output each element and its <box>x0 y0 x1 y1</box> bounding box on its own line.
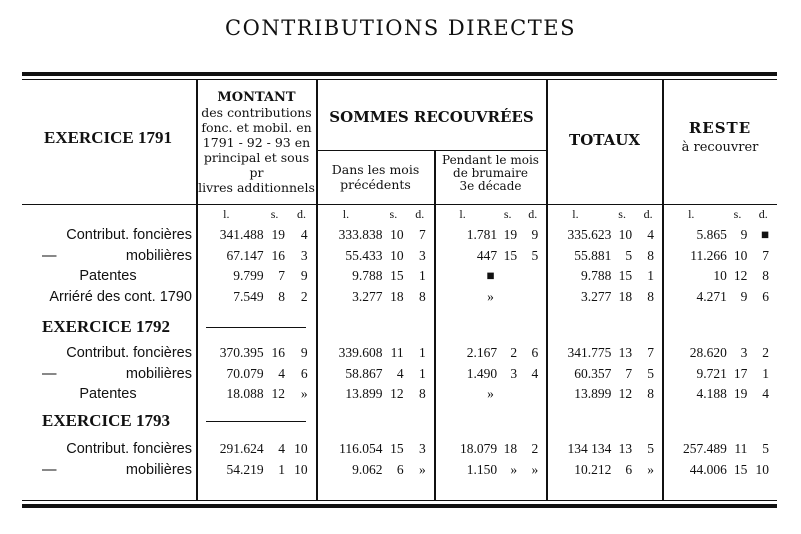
cell-livres: 5.865 <box>696 227 727 242</box>
cell-livres: 54.219 <box>226 461 264 477</box>
header-reste-sub: à recouvrer <box>681 140 759 155</box>
top-rule <box>22 72 777 76</box>
cell-value: ■ <box>486 268 495 283</box>
cell-sous: 6 <box>625 461 633 477</box>
cell-deniers: 2 <box>300 288 308 304</box>
cell-livres: 341.775 <box>567 345 612 360</box>
unit-label: l. <box>572 207 579 221</box>
row-label: Patentes <box>79 268 137 284</box>
row-label <box>42 365 192 383</box>
cell-deniers: 10 <box>755 461 770 477</box>
section-rule <box>206 421 306 422</box>
cell-deniers: 4 <box>300 227 308 242</box>
cell-livres: 2.167 <box>466 345 498 360</box>
cell-deniers: 7 <box>762 247 770 263</box>
row-label: Contribut. foncières <box>66 345 192 361</box>
header-montant-line: livres additionnels <box>198 180 315 195</box>
cell-sous: 19 <box>503 227 518 242</box>
cell-sous: 5 <box>625 247 633 263</box>
cell-sous: 12 <box>733 268 748 283</box>
cell-deniers: 3 <box>300 247 308 263</box>
cell-deniers: » <box>419 461 426 477</box>
cell-deniers: 7 <box>647 345 654 360</box>
header-mois-line: Dans les mois <box>331 162 420 177</box>
cell-livres: 291.624 <box>219 441 264 456</box>
row-label: Patentes <box>79 386 137 402</box>
cell-deniers: 4 <box>647 227 654 242</box>
cell-livres: 60.357 <box>574 365 612 381</box>
cell-sous: 15 <box>733 461 748 477</box>
header-montant-line: fonc. et mobil. en <box>201 120 312 135</box>
cell-livres: 1.490 <box>466 365 498 381</box>
header-exercice: EXERCICE 1791 <box>44 128 172 147</box>
header-montant-line: principal et sous pr <box>203 150 310 180</box>
cell-sous: 3 <box>510 365 518 381</box>
cell-livres: 10 <box>713 268 727 283</box>
cell-deniers: » <box>647 461 654 477</box>
cell-sous: 16 <box>271 247 286 263</box>
unit-label: l. <box>342 207 350 221</box>
cell-livres: 341.488 <box>219 227 264 242</box>
cell-livres: 9.062 <box>352 461 383 477</box>
cell-sous: 10 <box>390 227 404 242</box>
cell-livres: 18.079 <box>460 441 498 456</box>
cell-livres: 9.788 <box>581 268 612 283</box>
cell-livres: 55.881 <box>574 247 612 263</box>
cell-deniers: » <box>300 386 308 401</box>
cell-sous: 19 <box>733 386 748 401</box>
cell-livres: 55.433 <box>345 247 383 263</box>
header-reste-title: RESTE <box>688 119 752 137</box>
cell-livres: 13.899 <box>574 386 612 401</box>
header-montant-line: 1791 - 92 - 93 en <box>202 135 311 150</box>
header-brumaire-line: 3e décade <box>459 179 522 193</box>
bottom-rule-thin <box>22 500 777 501</box>
cell-deniers: 5 <box>647 365 654 381</box>
cell-livres: 11.266 <box>690 247 727 263</box>
cell-livres: 44.006 <box>689 461 727 477</box>
cell-value: » <box>487 386 494 401</box>
cell-livres: 28.620 <box>689 345 727 360</box>
cell-deniers: 8 <box>762 268 770 283</box>
cell-deniers: 7 <box>419 227 426 242</box>
section-label: EXERCICE 1792 <box>42 317 170 336</box>
cell-deniers: 1 <box>762 365 770 381</box>
cell-sous: 13 <box>618 441 633 456</box>
cell-deniers: 8 <box>419 386 426 401</box>
unit-label: l. <box>688 207 695 221</box>
header-brumaire <box>435 154 546 193</box>
section-rule <box>206 327 306 328</box>
cell-livres: 333.838 <box>338 227 383 242</box>
cell-sous: 6 <box>396 461 404 477</box>
cell-livres: 9.721 <box>696 365 727 381</box>
cell-livres: 134 134 <box>567 441 612 456</box>
cell-livres: 7.549 <box>233 288 264 304</box>
cell-sous: 4 <box>278 441 286 456</box>
cell-sous: 1 <box>278 461 286 477</box>
cell-sous: 18 <box>618 288 633 304</box>
cell-sous: 17 <box>733 365 748 381</box>
header-brumaire-line: Pendant le mois <box>442 153 539 167</box>
cell-deniers: 5 <box>531 247 539 263</box>
header-montant-line: des contributions <box>201 105 312 120</box>
cell-deniers: 9 <box>300 268 308 283</box>
row-label <box>42 247 192 265</box>
cell-deniers: 8 <box>647 288 654 304</box>
cell-deniers: 10 <box>294 441 308 456</box>
cell-deniers: 2 <box>531 441 539 456</box>
page-title: CONTRIBUTIONS DIRECTES <box>225 16 576 40</box>
cell-deniers: 6 <box>531 345 539 360</box>
row-label <box>42 461 192 479</box>
unit-label: l. <box>459 207 466 221</box>
cell-sous: 18 <box>390 288 404 304</box>
cell-deniers: 8 <box>647 247 654 263</box>
cell-sous: 7 <box>278 268 286 283</box>
cell-deniers: 1 <box>419 345 426 360</box>
sommes-sub-rule <box>317 150 546 151</box>
cell-sous: 13 <box>618 345 633 360</box>
cell-deniers: 1 <box>419 268 426 283</box>
row-dash: — <box>42 247 57 264</box>
cell-livres: 10.212 <box>574 461 612 477</box>
row-label-text: mobilières <box>125 247 192 264</box>
cell-deniers: ■ <box>760 227 770 242</box>
cell-sous: 11 <box>734 441 748 456</box>
cell-sous: 18 <box>503 441 518 456</box>
cell-deniers: 1 <box>419 365 426 381</box>
cell-sous: 7 <box>625 365 633 381</box>
cell-livres: 9.799 <box>233 268 264 283</box>
cell-livres: 18.088 <box>226 386 264 401</box>
cell-deniers: 3 <box>419 247 426 263</box>
row-label: Contribut. foncières <box>66 227 192 243</box>
bottom-rule <box>22 504 777 508</box>
cell-deniers: 5 <box>762 441 770 456</box>
cell-sous: 16 <box>271 345 286 360</box>
cell-livres: 4.188 <box>696 386 727 401</box>
row-dash: — <box>42 461 57 478</box>
cell-deniers: 8 <box>647 386 654 401</box>
cell-livres: 339.608 <box>338 345 383 360</box>
cell-livres: 13.899 <box>345 386 383 401</box>
cell-livres: 3.277 <box>352 288 383 304</box>
cell-deniers: 2 <box>762 345 770 360</box>
cell-sous: 15 <box>618 268 633 283</box>
cell-deniers: » <box>531 461 539 477</box>
cell-livres: 70.079 <box>226 365 264 381</box>
cell-deniers: 4 <box>762 386 770 401</box>
cell-sous: 2 <box>510 345 518 360</box>
section-label: EXERCICE 1793 <box>42 411 170 430</box>
unit-label: s. <box>618 207 626 221</box>
unit-label: d. <box>758 207 768 221</box>
cell-sous: 4 <box>396 365 404 381</box>
header-brumaire-line: de brumaire <box>453 166 528 180</box>
cell-sous: 10 <box>733 247 748 263</box>
cell-value: » <box>487 288 494 304</box>
unit-label: s. <box>389 207 398 221</box>
cell-livres: 1.781 <box>466 227 498 242</box>
cell-deniers: 6 <box>762 288 770 304</box>
cell-sous: 15 <box>390 268 404 283</box>
unit-label: d. <box>296 207 306 221</box>
cell-livres: 447 <box>476 247 498 263</box>
cell-sous: 3 <box>740 345 748 360</box>
cell-deniers: 10 <box>294 461 308 477</box>
cell-sous: 12 <box>390 386 404 401</box>
cell-livres: 4.271 <box>696 288 727 304</box>
row-dash: — <box>42 365 57 382</box>
row-label-text: mobilières <box>125 461 192 478</box>
header-reste <box>663 118 777 158</box>
unit-label: d. <box>643 207 653 221</box>
cell-livres: 58.867 <box>345 365 383 381</box>
row-label: Arriéré des cont. 1790 <box>49 288 192 305</box>
cell-deniers: 1 <box>647 268 654 283</box>
cell-livres: 335.623 <box>567 227 612 242</box>
unit-label: s. <box>270 207 279 221</box>
cell-sous: 15 <box>503 247 518 263</box>
cell-sous: 10 <box>390 247 404 263</box>
cell-livres: 116.054 <box>339 441 383 456</box>
cell-sous: 9 <box>740 227 748 242</box>
cell-sous: » <box>510 461 518 477</box>
unit-label: l. <box>223 207 230 221</box>
header-sommes: SOMMES RECOUVRÉES <box>329 108 534 126</box>
cell-deniers: 8 <box>419 288 426 304</box>
cell-livres: 257.489 <box>682 441 727 456</box>
cell-sous: 9 <box>740 288 748 304</box>
header-montant-title: MONTANT <box>217 90 296 105</box>
header-mois-precedents <box>317 162 434 192</box>
cell-deniers: 3 <box>419 441 426 456</box>
row-label-text: mobilières <box>125 365 192 382</box>
unit-label: d. <box>528 207 538 221</box>
header-mois-line: précédents <box>340 177 411 192</box>
cell-deniers: 9 <box>300 345 308 360</box>
cell-livres: 370.395 <box>219 345 264 360</box>
cell-deniers: 4 <box>531 365 539 381</box>
cell-livres: 67.147 <box>226 247 264 263</box>
row-label: Contribut. foncières <box>66 441 192 457</box>
cell-sous: 12 <box>618 386 633 401</box>
cell-livres: 9.788 <box>352 268 383 283</box>
unit-label: d. <box>415 207 425 221</box>
unit-label: s. <box>733 207 742 221</box>
header-montant <box>197 90 316 195</box>
cell-deniers: 9 <box>531 227 539 242</box>
cell-sous: 12 <box>271 386 286 401</box>
header-totaux: TOTAUX <box>569 131 640 149</box>
cell-sous: 19 <box>271 227 286 242</box>
cell-deniers: 5 <box>647 441 654 456</box>
cell-livres: 3.277 <box>581 288 612 304</box>
unit-label: s. <box>503 207 512 221</box>
cell-deniers: 6 <box>300 365 308 381</box>
cell-sous: 15 <box>390 441 404 456</box>
cell-sous: 4 <box>278 365 286 381</box>
cell-sous: 8 <box>278 288 286 304</box>
cell-sous: 11 <box>390 345 404 360</box>
cell-sous: 10 <box>618 227 633 242</box>
cell-livres: 1.150 <box>466 461 498 477</box>
